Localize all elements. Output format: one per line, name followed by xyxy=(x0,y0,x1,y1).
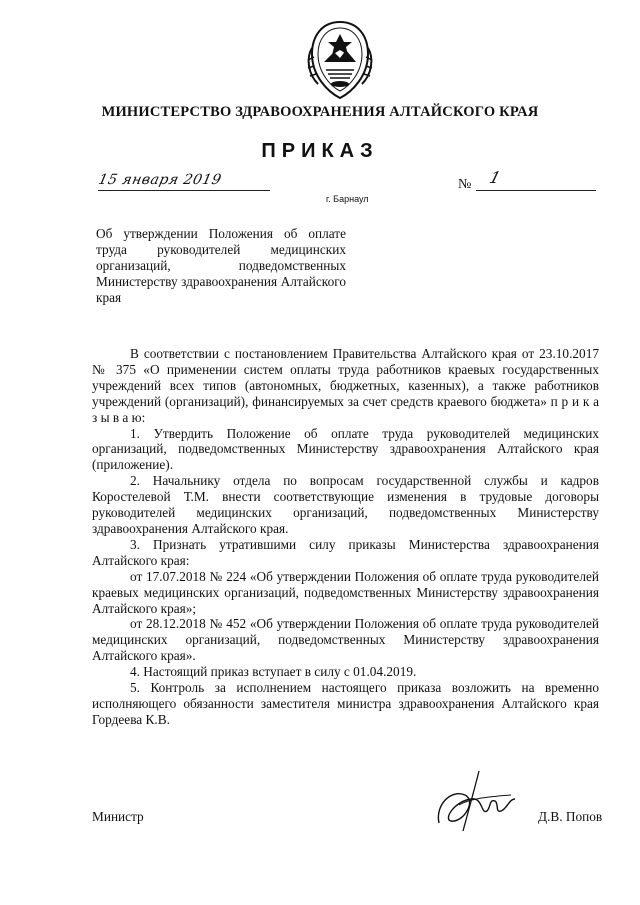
document-city: г. Барнаул xyxy=(326,194,369,204)
document-number: 1 xyxy=(487,168,503,187)
order-item-4: 4. Настоящий приказ вступает в силу с 01.04.2019. xyxy=(130,664,417,680)
order-item-3b: от 28.12.2018 № 452 «Об утверждении Положения об оплате труда руководителей медицинских организаций, подведомственных Министерству здравоохранения Алтайского края». xyxy=(92,616,599,664)
order-item-3: 3. Признать утратившими силу приказы Министерства здравоохранения Алтайского края: xyxy=(92,536,599,568)
document-body xyxy=(92,346,599,728)
handwritten-signature-icon xyxy=(425,765,525,839)
document-date: 15 января 2019 xyxy=(96,172,223,188)
preamble-paragraph: В соответствии с постановлением Правительства Алтайского края от 23.10.2017 № 375 «О применении систем оплаты труда работников краевых государственных учреждений всех типов (автономных, бюджетных, казенных), а также работников учреждений (организаций), финансируемых за счет средств краевого бюджета» п р и к а з ы в а ю: xyxy=(92,346,599,425)
signatory-role: Министр xyxy=(92,809,144,824)
order-item-5: 5. Контроль за исполнением настоящего приказа возложить на временно исполняющего обязанности заместителя министра здравоохранения Алтайского края Гордеева К.В. xyxy=(92,680,599,727)
coat-of-arms-emblem-icon xyxy=(300,18,380,102)
date-underline xyxy=(98,190,270,191)
order-item-1: 1. Утвердить Положение об оплате труда руководителей медицинских организаций, подведомственных Министерству здравоохранения Алтайского края (приложение). xyxy=(92,425,599,473)
number-label: № xyxy=(458,177,472,192)
document-title: ПРИКАЗ xyxy=(261,140,379,162)
order-item-3a: от 17.07.2018 № 224 «Об утверждении Положения об оплате труда руководителей краевых медицинских организаций, подведомственных Министерству здравоохранения Алтайского края»; xyxy=(92,568,599,616)
order-item-2: 2. Начальнику отдела по вопросам государственной службы и кадров Коростелевой Т.М. внести соответствующие изменения в трудовые договоры руководителей медицинских организаций, подведомственных Министерству здравоохранения Алтайского края. xyxy=(92,473,599,536)
document-subject: Об утверждении Положения об оплате труда руководителей медицинских организаций, подведомственных Министерству здравоохранения Алтайского края xyxy=(96,226,346,305)
ministry-name: МИНИСТЕРСТВО ЗДРАВООХРАНЕНИЯ АЛТАЙСКОГО КРАЯ xyxy=(101,104,539,120)
number-underline xyxy=(476,190,596,191)
signatory-name: Д.В. Попов xyxy=(538,809,603,824)
